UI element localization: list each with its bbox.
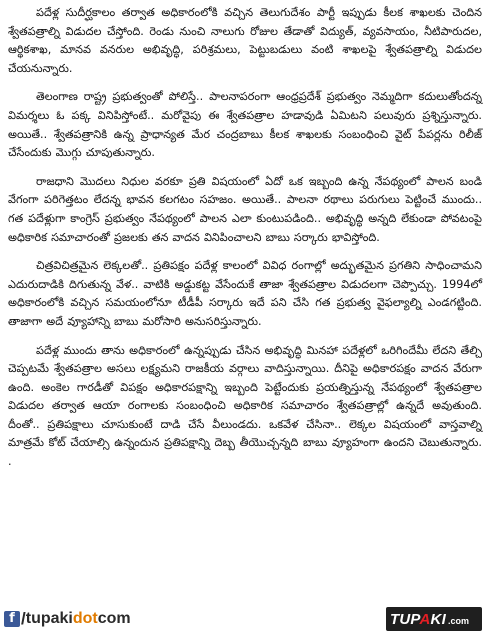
site-prefix: tupaki (25, 610, 73, 627)
paragraph-5: పదేళ్ల ముందు తాను అధికారంలో ఉన్నప్పుడు చేసిన అభివృద్ధి మినహా పదేళ్లలో ఒరిగిందేమీ లేదని తేల్చి చెప్పటమే శ్వేతపత్రాల అసలు లక్ష్యమని రాజకీయ వర్గాలు వాదిస్తున్నాయి. దీనిపై అధికారపక్షం వాదన వేరుగా ఉంది. అంకెల గారడీతో విపక్షం అధికారపక్షాన్ని ఇబ్బంది పెట్టేందుకు ప్రయత్నిస్తున్న నేపథ్యంలో శ్వేతపత్రాల విడుదల తర్వాత ఆయా రంగాలకు సంబంధించి అధికారిక సమాచారం శ్వేతపత్రాల్లో ఉన్నదే అవుతుంది. దీంతో.. ప్రతిపక్షాలు చూసుకుంటే దాడి చేసే వీలుండదు. ఒకవేళ చేసినా.. లెక్కల విషయంలో వాస్తవాల్ని మాత్రమే కోట్ చేయాల్సి ఉన్నందున ప్రతిపక్షాన్ని దెబ్బ తీయొచ్చన్నది బాబు వ్యూహంగా ఉందని చెబుతున్నారు. . (8, 343, 482, 469)
footer (0, 601, 488, 638)
logo-text (390, 611, 446, 628)
site-suffix: com (97, 610, 131, 627)
site-name (26, 610, 131, 628)
tupaki-logo[interactable] (386, 607, 482, 631)
facebook-icon: f (4, 611, 20, 627)
paragraph-1: పదేళ్ల సుదీర్ఘకాలం తర్వాత అధికారంలోకి వచ్చిన తెలుగుదేశం పార్టీ ఇప్పుడు కీలక శాఖలకు చెందిన శ్వేతపత్రాల్ని విడుదల చేస్తోంది. రెండు నుంచి నాలుగు రోజుల తేడాతో విద్యుత్, వ్యవసాయం, నీటిపారుదల, ఆర్థికశాఖ, మానవ వనరుల అభివృద్ధి, పరిశ్రమలు, పెట్టుబడులు వంటి శాఖలపై శ్వేతపత్రాల్ని విడుదల చేయనున్నారు. (8, 6, 482, 75)
logo-part-1: TUP (390, 610, 420, 628)
paragraph-4: చిత్రవిచిత్రమైన లెక్కలతో.. ప్రతిపక్షం పదేళ్ల కాలంలో వివిధ రంగాల్లో అద్భుతమైన ప్రగతిని సాధించామని ఎదురుదాడికి దిగుతున్న వేళ.. వాటికి అడ్డుకట్ట వేసేందుకే తాజా శ్వేతపత్రాల విడుదలగా చెప్పొచ్చు. 1994లో అధికారంలోకి వచ్చిన సమయంలోనూ టీడీపీ సర్కారు ఇదే పని చేసి గత ప్రభుత్వ వైఫల్యాల్ని ఎండగట్టింది. తాజాగా అదే వ్యూహాన్ని బాబు మరోసారి అనుసరిస్తున్నారు. (8, 259, 482, 328)
slash: / (21, 609, 26, 628)
site-highlight: dot (72, 610, 98, 627)
paragraph-2: తెలంగాణ రాష్ట్ర ప్రభుత్వంతో పోలిస్తే.. పాలనాపరంగా ఆంధ్రప్రదేశ్ ప్రభుత్వం నెమ్మదిగా కదులుతోందన్న విమర్శలు ఓ పక్క వినిపిస్తోంటే.. మరోవైపు ఈ శ్వేతపత్రాల హడావుడి ఏమిటని పలువురు ప్రశ్నిస్తున్నారు. అయితే.. శ్వేతపత్రానికి ఉన్న ప్రాధాన్యత మేర చంద్రబాబు కీలక శాఖలకు సంబంధించి వైట్ పేపర్లను రిలీజ్ చేసేందుకు మొగ్గు చూపుతున్నారు. (8, 90, 482, 160)
facebook-link[interactable] (4, 609, 131, 629)
logo-part-3: KI (430, 610, 446, 628)
paragraph-3: రాజధాని మొదలు నిధుల వరకూ ప్రతి విషయంలో ఏదో ఒక ఇబ్బంది ఉన్న నేపథ్యంలో పాలన బండి వేగంగా పరిగెత్తటం లేదన్న భావన కలగటం సహజం. అయితే.. పాలనా రథాలు పరుగులు పెట్టించే ముందు.. గత పదేళ్లుగా కాంగ్రెస్ ప్రభుత్వం నేపథ్యంలో పాలన ఎలా కుంటుపడింది.. అభివృద్ధి అన్నది లేకుండా పోవటంపై అధికారిక సమాచారంతో ప్రజలకు తన వాదన వినిపించాలని బాబు సర్కారు భావిస్తోంది. (8, 174, 482, 244)
logo-domain: .com (447, 616, 469, 626)
logo-part-2: A (419, 610, 431, 628)
